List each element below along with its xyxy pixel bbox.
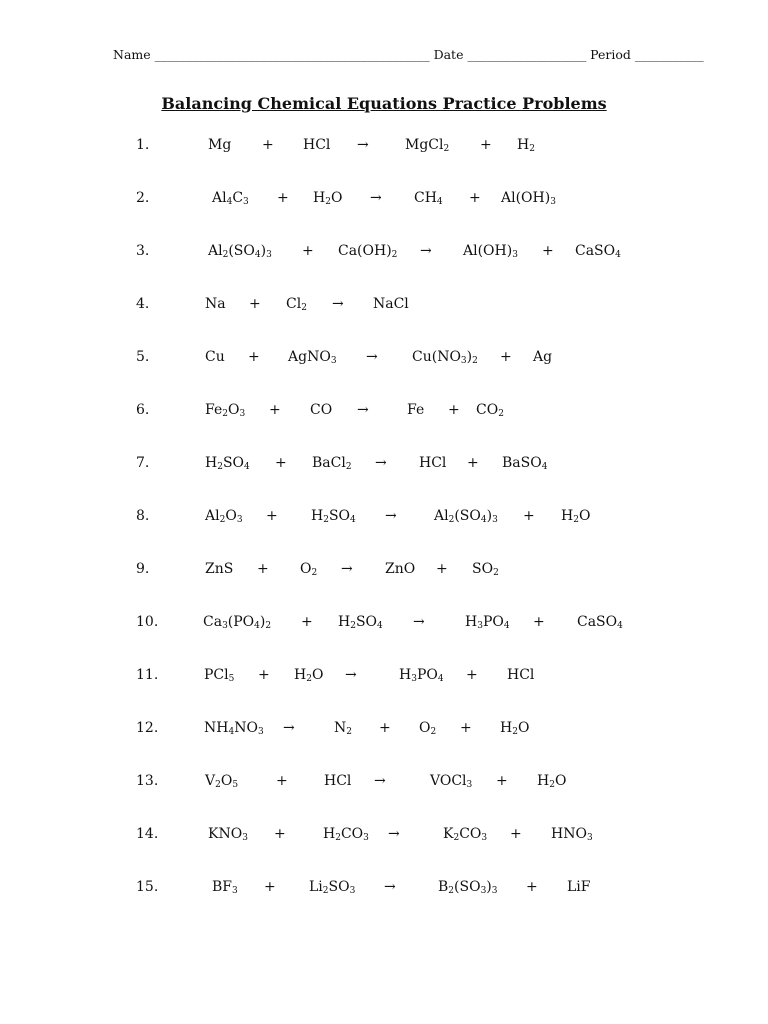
problem-row [0, 773, 768, 795]
formula: $CH_4$ [414, 190, 443, 207]
subscript: 3 [242, 833, 248, 843]
formula: $BF_3$ [212, 879, 238, 896]
problem-number: 8. [136, 508, 150, 524]
plus-sign: + [480, 137, 492, 153]
subscript: 3 [481, 833, 488, 843]
formula: $Al(OH)_3$ [501, 190, 556, 207]
problem-number: 7. [136, 455, 150, 471]
formula: $Fe_2O_3$ [205, 402, 246, 419]
problem-row [0, 561, 768, 583]
subscript: 3 [477, 621, 483, 631]
subscript: 2 [453, 833, 460, 843]
subscript: 2 [493, 568, 499, 578]
problem-row [0, 667, 768, 689]
plus-sign: + [523, 508, 535, 524]
problem-number: 10. [136, 614, 159, 630]
problem-row [0, 137, 768, 159]
formula: Cu [205, 349, 225, 365]
plus-sign: + [266, 508, 278, 524]
formula: NaCl [373, 296, 409, 312]
plus-sign: + [542, 243, 554, 259]
subscript: 2 [323, 515, 329, 525]
formula: HCl [507, 667, 535, 683]
reaction-arrow-icon: → [384, 879, 396, 895]
formula: $N_2$ [334, 720, 352, 737]
subscript: 3 [586, 833, 593, 843]
subscript: 3 [236, 515, 243, 525]
formula: $CO_2$ [476, 402, 504, 419]
subscript: 3 [411, 674, 417, 684]
formula: $Cl_2$ [286, 296, 307, 313]
subscript: 2 [335, 833, 341, 843]
plus-sign: + [496, 773, 508, 789]
plus-sign: + [436, 561, 448, 577]
reaction-arrow-icon: → [366, 349, 378, 365]
plus-sign: + [466, 667, 478, 683]
reaction-arrow-icon: → [413, 614, 425, 630]
formula: CaSO$_4$ [577, 614, 623, 631]
formula: $Al_4C_3$ [212, 190, 249, 207]
plus-sign: + [276, 773, 288, 789]
formula: $SO_2$ [472, 561, 499, 578]
formula: ZnO [385, 561, 416, 577]
problem-number: 13. [136, 773, 159, 789]
plus-sign: + [277, 190, 289, 206]
plus-sign: + [258, 667, 270, 683]
subscript: 2 [391, 250, 398, 260]
subscript: 2 [265, 621, 272, 631]
plus-sign: + [274, 826, 286, 842]
formula: Mg [208, 137, 232, 153]
formula: $O_2$ [419, 720, 437, 737]
plus-sign: + [262, 137, 274, 153]
subscript: 4 [480, 515, 487, 525]
subscript: 3 [550, 197, 556, 207]
formula: $K_2CO_3$ [443, 826, 488, 843]
plus-sign: + [500, 349, 512, 365]
formula: $Cu(NO_3)_2$ [412, 349, 478, 366]
reaction-arrow-icon: → [385, 508, 397, 524]
formula: $Al_2O_3$ [205, 508, 243, 525]
subscript: 3 [222, 621, 228, 631]
subscript: 4 [377, 621, 383, 631]
problem-number: 4. [136, 296, 150, 312]
formula: $H_2$ [517, 137, 535, 154]
subscript: 4 [244, 462, 250, 472]
subscript: 2 [350, 621, 356, 631]
subscript: 2 [346, 727, 352, 737]
reaction-arrow-icon: → [345, 667, 357, 683]
subscript: 3 [491, 886, 498, 896]
subscript: 3 [466, 780, 473, 790]
subscript: 3 [243, 197, 249, 207]
formula: Na [205, 296, 226, 312]
subscript: 4 [541, 462, 548, 472]
subscript: 2 [498, 409, 504, 419]
reaction-arrow-icon: → [357, 402, 369, 418]
problem-row [0, 508, 768, 530]
problem-row [0, 826, 768, 848]
reaction-arrow-icon: → [374, 773, 386, 789]
formula: $H_2SO_4$ [205, 455, 250, 472]
reaction-arrow-icon: → [388, 826, 400, 842]
formula: VOCl$_3$ [430, 773, 473, 790]
formula: $KNO_3$ [208, 826, 248, 843]
plus-sign: + [533, 614, 545, 630]
problem-row [0, 243, 768, 265]
problem-number: 15. [136, 879, 159, 895]
subscript: 2 [573, 515, 579, 525]
formula: MgCl$_2$ [405, 137, 450, 154]
subscript: 2 [472, 356, 478, 366]
plus-sign: + [302, 243, 314, 259]
subscript: 3 [363, 833, 369, 843]
formula: BaSO$_4$ [502, 455, 548, 472]
formula: $H_2O$ [537, 773, 567, 790]
header-fields: Name ____________________________________________ Date ___________________ Period ___________ [113, 47, 704, 62]
subscript: 2 [301, 303, 307, 313]
subscript: 4 [437, 674, 444, 684]
subscript: 2 [222, 409, 228, 419]
problem-row [0, 879, 768, 901]
problem-number: 14. [136, 826, 159, 842]
problem-row [0, 190, 768, 212]
formula: $Ca(OH)_2$ [338, 243, 398, 260]
subscript: 3 [266, 250, 272, 260]
problem-number: 9. [136, 561, 150, 577]
formula: HCl [303, 137, 331, 153]
subscript: 3 [239, 409, 246, 419]
subscript: 4 [350, 515, 356, 525]
subscript: 2 [529, 144, 535, 154]
problem-row [0, 349, 768, 371]
reaction-arrow-icon: → [357, 137, 369, 153]
formula: $Ca_3(PO_4)_2$ [203, 614, 272, 631]
subscript: 2 [443, 144, 450, 154]
formula: CO [310, 402, 333, 418]
subscript: 4 [503, 621, 510, 631]
problem-row [0, 455, 768, 477]
subscript: 3 [232, 886, 238, 896]
subscript: 2 [219, 515, 226, 525]
subscript: 2 [430, 727, 437, 737]
subscript: 2 [345, 462, 352, 472]
formula: $Al_2(SO_4)_3$ [208, 243, 272, 260]
plus-sign: + [469, 190, 481, 206]
subscript: 2 [325, 197, 331, 207]
subscript: 2 [549, 780, 555, 790]
formula: HCl [419, 455, 447, 471]
reaction-arrow-icon: → [420, 243, 432, 259]
subscript: 3 [330, 356, 337, 366]
problem-row [0, 720, 768, 742]
subscript: 2 [217, 462, 223, 472]
formula: HCl [324, 773, 352, 789]
formula: Ag [533, 349, 553, 365]
plus-sign: + [249, 296, 261, 312]
problem-number: 6. [136, 402, 150, 418]
formula: $H_2SO_4$ [311, 508, 356, 525]
formula: $H_2O$ [561, 508, 591, 525]
subscript: 4 [617, 621, 623, 631]
reaction-arrow-icon: → [341, 561, 353, 577]
subscript: 3 [460, 356, 467, 366]
formula: AgNO$_3$ [288, 349, 337, 366]
plus-sign: + [467, 455, 479, 471]
problem-number: 5. [136, 349, 150, 365]
problem-row [0, 296, 768, 318]
subscript: 4 [254, 250, 261, 260]
problem-number: 11. [136, 667, 159, 683]
subscript: 5 [228, 674, 235, 684]
formula: $B_2(SO_3)_3$ [438, 879, 498, 896]
plus-sign: + [275, 455, 287, 471]
subscript: 2 [306, 674, 312, 684]
subscript: 4 [436, 197, 443, 207]
formula: $Al(OH)_3$ [463, 243, 518, 260]
formula: $H_2O$ [313, 190, 343, 207]
problem-row [0, 614, 768, 636]
subscript: 5 [232, 780, 239, 790]
plus-sign: + [448, 402, 460, 418]
subscript: 4 [226, 197, 233, 207]
formula: $V_2O_5$ [205, 773, 239, 790]
formula: BaCl$_2$ [312, 455, 352, 472]
formula: $H_2SO_4$ [338, 614, 383, 631]
reaction-arrow-icon: → [332, 296, 344, 312]
subscript: 2 [311, 568, 318, 578]
problem-number: 1. [136, 137, 150, 153]
subscript: 4 [228, 727, 235, 737]
formula: $Li_2SO_3$ [309, 879, 356, 896]
subscript: 2 [322, 886, 329, 896]
plus-sign: + [301, 614, 313, 630]
formula: $H_2O$ [294, 667, 324, 684]
reaction-arrow-icon: → [370, 190, 382, 206]
reaction-arrow-icon: → [375, 455, 387, 471]
plus-sign: + [526, 879, 538, 895]
subscript: 3 [349, 886, 356, 896]
subscript: 2 [512, 727, 518, 737]
plus-sign: + [248, 349, 260, 365]
problem-number: 12. [136, 720, 159, 736]
formula: $O_2$ [300, 561, 318, 578]
plus-sign: + [264, 879, 276, 895]
subscript: 3 [512, 250, 518, 260]
formula: CaSO$_4$ [575, 243, 621, 260]
plus-sign: + [379, 720, 391, 736]
formula: $H_3PO_4$ [399, 667, 444, 684]
formula: $H_2CO_3$ [323, 826, 369, 843]
subscript: 2 [222, 250, 229, 260]
subscript: 4 [615, 250, 621, 260]
subscript: 2 [215, 780, 221, 790]
subscript: 3 [480, 886, 487, 896]
problem-number: 3. [136, 243, 150, 259]
formula: $H_2O$ [500, 720, 530, 737]
plus-sign: + [510, 826, 522, 842]
formula: LiF [567, 879, 591, 895]
page-title: Balancing Chemical Equations Practice Problems [161, 94, 607, 113]
reaction-arrow-icon: → [283, 720, 295, 736]
plus-sign: + [269, 402, 281, 418]
problem-row [0, 402, 768, 424]
formula: ZnS [205, 561, 234, 577]
formula: $NH_4NO_3$ [204, 720, 264, 737]
formula: $H_3PO_4$ [465, 614, 510, 631]
plus-sign: + [460, 720, 472, 736]
subscript: 3 [257, 727, 264, 737]
plus-sign: + [257, 561, 269, 577]
subscript: 3 [492, 515, 498, 525]
subscript: 2 [448, 515, 455, 525]
formula: $Al_2(SO_4)_3$ [434, 508, 498, 525]
subscript: 4 [254, 621, 260, 631]
formula: $HNO_3$ [551, 826, 593, 843]
formula: PCl$_5$ [204, 667, 235, 684]
subscript: 2 [448, 886, 455, 896]
problem-number: 2. [136, 190, 150, 206]
formula: Fe [407, 402, 425, 418]
